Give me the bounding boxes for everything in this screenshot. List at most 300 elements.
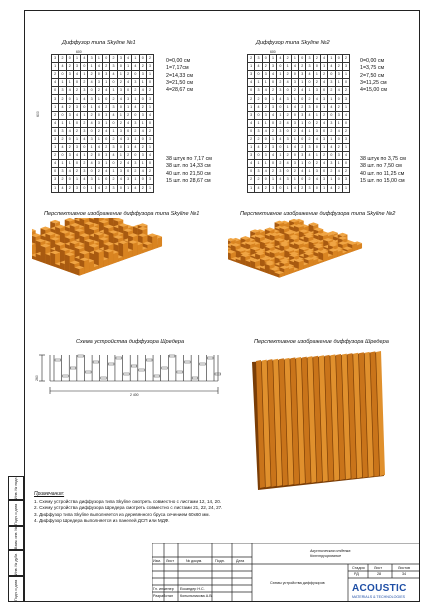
grid-cell: 0 (73, 79, 80, 87)
grid-cell: 2 (110, 95, 117, 103)
grid-cell: 1 (269, 95, 276, 103)
grid-cell: 4 (306, 152, 313, 160)
grid-cell: 1 (306, 87, 313, 95)
skyline2-legend (360, 58, 387, 94)
stamp-header-cell: № докум. (186, 559, 203, 563)
schroeder-perspective-title: Перспективное изображение диффузора Шредера (254, 339, 389, 345)
grid-cell: 2 (248, 95, 255, 103)
notes-block (34, 491, 222, 524)
grid-cell: 3 (52, 135, 59, 143)
grid-cell: 0 (255, 152, 262, 160)
skyline2-width-dim: 600 (270, 50, 276, 54)
legend-item: 0=0,00 см (360, 58, 385, 64)
grid-cell: 4 (124, 160, 131, 168)
grid-cell: 1 (248, 63, 255, 71)
grid-cell: 3 (284, 95, 291, 103)
grid-cell: 2 (132, 168, 139, 176)
grid-row (52, 95, 154, 103)
grid-cell: 2 (52, 152, 59, 160)
grid-row (248, 103, 350, 111)
stamp-name: Ескандер Н.С. (180, 587, 205, 591)
grid-cell: 4 (291, 144, 298, 152)
grid-cell: 3 (320, 135, 327, 143)
grid-cell: 1 (277, 71, 284, 79)
grid-cell: 3 (88, 176, 95, 184)
grid-cell: 1 (342, 103, 349, 111)
grid-cell: 2 (335, 184, 342, 192)
grid-cell: 4 (313, 135, 320, 143)
grid-cell: 4 (132, 103, 139, 111)
grid-cell: 3 (291, 160, 298, 168)
grid-row (248, 135, 350, 143)
side-cell-label: Подп. и дата (14, 503, 18, 525)
grid-cell: 4 (132, 144, 139, 152)
grid-cell: 3 (117, 168, 124, 176)
grid-cell: 2 (299, 63, 306, 71)
grid-cell: 3 (248, 152, 255, 160)
grid-row (248, 111, 350, 119)
skyline2-perspective-image (228, 218, 408, 298)
grid-cell: 4 (110, 111, 117, 119)
grid-cell: 1 (320, 144, 327, 152)
grid-cell: 4 (299, 168, 306, 176)
project-title: Акустическая отделка (310, 549, 351, 553)
schroeder-well-bottom (124, 373, 130, 375)
grid-cell: 0 (117, 63, 124, 71)
skyline2-counts (360, 156, 406, 185)
grid-cell: 1 (146, 71, 153, 79)
grid-cell: 2 (66, 103, 73, 111)
note-item: 3. Диффузор типа Skyline выполняется из деревянного бруса сечением 60х60 мм. (34, 511, 210, 517)
grid-cell: 2 (59, 135, 66, 143)
grid-cell: 3 (59, 168, 66, 176)
grid-cell: 0 (277, 184, 284, 192)
schroeder-well-bottom (78, 355, 84, 357)
grid-cell: 0 (248, 87, 255, 95)
grid-cell: 0 (59, 152, 66, 160)
grid-cell: 1 (132, 135, 139, 143)
grid-cell: 0 (269, 160, 276, 168)
grid-cell: 3 (328, 160, 335, 168)
grid-cell: 1 (335, 160, 342, 168)
grid-cell: 3 (342, 135, 349, 143)
grid-cell: 4 (124, 79, 131, 87)
grid-cell: 1 (248, 103, 255, 111)
grid-cell: 2 (81, 79, 88, 87)
grid-cell: 3 (132, 160, 139, 168)
grid-cell: 2 (59, 95, 66, 103)
grid-cell: 1 (299, 119, 306, 127)
grid-cell: 4 (284, 119, 291, 127)
grid-cell: 0 (320, 87, 327, 95)
grid-cell: 3 (342, 95, 349, 103)
grid-cell: 0 (59, 71, 66, 79)
grid-cell: 0 (95, 152, 102, 160)
skyline2-perspective-title: Перспективное изображение диффузора типа Skyline №2 (240, 211, 396, 217)
grid-cell: 0 (81, 184, 88, 192)
grid-cell: 3 (342, 176, 349, 184)
skyline1-counts (166, 156, 212, 185)
grid-cell: 1 (81, 111, 88, 119)
grid-cell: 1 (110, 168, 117, 176)
grid-cell: 4 (139, 168, 146, 176)
grid-cell: 1 (299, 160, 306, 168)
grid-cell: 4 (269, 152, 276, 160)
grid-cell: 3 (59, 87, 66, 95)
grid-cell: 1 (320, 103, 327, 111)
grid-cell: 0 (73, 119, 80, 127)
grid-cell: 3 (306, 55, 313, 63)
grid-cell: 1 (146, 184, 153, 192)
grid-cell: 2 (284, 71, 291, 79)
grid-cell: 3 (139, 152, 146, 160)
grid-cell: 4 (306, 111, 313, 119)
grid-cell: 0 (342, 119, 349, 127)
schroeder-scheme-drawing (32, 347, 228, 399)
grid-cell: 3 (255, 87, 262, 95)
grid-cell: 3 (95, 160, 102, 168)
grid-cell: 3 (95, 119, 102, 127)
grid-cell: 3 (73, 103, 80, 111)
grid-row (248, 152, 350, 160)
grid-cell: 3 (124, 135, 131, 143)
grid-cell: 3 (313, 127, 320, 135)
grid-cell: 0 (291, 111, 298, 119)
side-cell (8, 526, 24, 550)
grid-row (52, 71, 154, 79)
grid-cell: 1 (81, 152, 88, 160)
grid-cell: 2 (59, 55, 66, 63)
grid-cell: 3 (284, 176, 291, 184)
grid-cell: 2 (73, 127, 80, 135)
grid-cell: 2 (299, 184, 306, 192)
grid-cell: 3 (117, 55, 124, 63)
grid-cell: 0 (335, 135, 342, 143)
grid-cell: 2 (73, 168, 80, 176)
stage-value: РД (354, 572, 359, 576)
grid-cell: 3 (52, 55, 59, 63)
grid-cell: 2 (269, 127, 276, 135)
schroeder-well-bottom (146, 359, 152, 361)
grid-cell: 3 (299, 71, 306, 79)
schroeder-well-bottom (177, 371, 183, 373)
grid-cell: 0 (139, 95, 146, 103)
grid-cell: 2 (146, 55, 153, 63)
grid-cell: 1 (269, 55, 276, 63)
grid-cell: 4 (284, 160, 291, 168)
grid-cell: 1 (73, 95, 80, 103)
grid-cell: 3 (248, 111, 255, 119)
grid-cell: 1 (59, 119, 66, 127)
grid-cell: 4 (73, 152, 80, 160)
grid-row (248, 55, 350, 63)
grid-cell: 4 (73, 111, 80, 119)
schroeder-well-bottom (139, 369, 145, 371)
grid-cell: 0 (313, 103, 320, 111)
grid-cell: 0 (335, 55, 342, 63)
grid-cell: 1 (73, 135, 80, 143)
grid-cell: 2 (262, 103, 269, 111)
grid-cell: 3 (291, 79, 298, 87)
grid-cell: 1 (248, 184, 255, 192)
schroeder-well-bottom (55, 359, 61, 361)
grid-cell: 0 (117, 144, 124, 152)
grid-cell: 4 (342, 111, 349, 119)
grid-cell: 2 (335, 63, 342, 71)
grid-row (248, 63, 350, 71)
side-cell (8, 500, 24, 526)
grid-cell: 4 (81, 176, 88, 184)
grid-cell: 3 (52, 176, 59, 184)
grid-cell: 1 (132, 176, 139, 184)
grid-cell: 3 (52, 95, 59, 103)
grid-cell: 1 (269, 135, 276, 143)
grid-cell: 4 (248, 119, 255, 127)
grid-cell: 3 (277, 168, 284, 176)
grid-cell: 1 (66, 119, 73, 127)
grid-cell: 2 (124, 71, 131, 79)
schroeder-well-bottom (162, 367, 168, 369)
grid-cell: 3 (277, 87, 284, 95)
grid-cell: 2 (73, 87, 80, 95)
grid-cell: 2 (103, 144, 110, 152)
grid-cell: 1 (342, 144, 349, 152)
grid-cell: 0 (52, 87, 59, 95)
schroeder-height-dim: 260 (34, 375, 39, 381)
grid-cell: 2 (103, 184, 110, 192)
grid-cell: 3 (146, 95, 153, 103)
grid-cell: 1 (255, 119, 262, 127)
sheet-label: Лист (374, 566, 383, 570)
grid-cell: 3 (291, 119, 298, 127)
grid-cell: 0 (117, 103, 124, 111)
side-cell-label: Инв. № подл. (14, 476, 18, 499)
grid-cell: 0 (66, 95, 73, 103)
stamp-header-cell: Дата (236, 559, 245, 563)
grid-cell: 4 (255, 63, 262, 71)
grid-cell: 3 (335, 71, 342, 79)
grid-cell: 1 (313, 152, 320, 160)
grid-cell: 4 (95, 103, 102, 111)
grid-cell: 1 (306, 127, 313, 135)
grid-cell: 0 (306, 119, 313, 127)
grid-cell: 4 (248, 160, 255, 168)
grid-cell: 3 (73, 144, 80, 152)
grid-cell: 1 (73, 176, 80, 184)
grid-cell: 1 (88, 144, 95, 152)
note-item: 2. Схему устройства диффузора Шредера смотреть совместно с листами 21, 22, 24, 27. (34, 505, 223, 511)
grid-cell: 1 (313, 111, 320, 119)
side-cell (8, 550, 24, 576)
sheet-title: Схемы устройства диффузоров (270, 581, 325, 585)
grid-cell: 3 (81, 168, 88, 176)
grid-cell: 3 (269, 63, 276, 71)
grid-cell: 2 (328, 168, 335, 176)
grid-cell: 0 (255, 71, 262, 79)
grid-cell: 4 (313, 176, 320, 184)
grid-cell: 4 (88, 119, 95, 127)
grid-cell: 2 (59, 176, 66, 184)
legend-item: 1=3,75 см (360, 65, 385, 72)
grid-cell: 1 (139, 119, 146, 127)
grid-cell: 4 (146, 152, 153, 160)
grid-cell: 1 (88, 103, 95, 111)
stage-label: Стадия (352, 566, 365, 570)
grid-cell: 0 (95, 111, 102, 119)
schroeder-well-bottom (101, 377, 107, 379)
grid-cell: 0 (248, 127, 255, 135)
legend-item: 1=7,17см (166, 65, 189, 72)
schroeder-well-bottom (63, 375, 69, 377)
skyline1-height-dim: 600 (35, 111, 40, 117)
stamp-header-cell: Подп. (215, 559, 225, 563)
schroeder-perspective-image (248, 350, 388, 490)
grid-row (248, 184, 350, 192)
grid-cell: 0 (284, 168, 291, 176)
grid-cell: 4 (95, 63, 102, 71)
grid-cell: 1 (73, 55, 80, 63)
grid-row (248, 87, 350, 95)
grid-cell: 3 (146, 176, 153, 184)
grid-cell: 1 (146, 103, 153, 111)
grid-cell: 3 (306, 63, 313, 71)
grid-cell: 0 (110, 119, 117, 127)
grid-cell: 4 (320, 79, 327, 87)
grid-cell: 2 (335, 103, 342, 111)
grid-cell: 4 (299, 87, 306, 95)
count-item: 38 шт. по 7,50 см (360, 163, 402, 170)
grid-cell: 0 (299, 55, 306, 63)
grid-cell: 1 (132, 55, 139, 63)
count-item: 15 шт. по 28,67 см (166, 177, 211, 184)
grid-cell: 3 (73, 184, 80, 192)
grid-cell: 2 (124, 111, 131, 119)
grid-cell: 1 (277, 152, 284, 160)
grid-row (248, 160, 350, 168)
grid-cell: 4 (342, 152, 349, 160)
perspective-block (75, 266, 85, 276)
grid-cell: 1 (110, 87, 117, 95)
grid-cell: 3 (299, 152, 306, 160)
grid-cell: 4 (139, 127, 146, 135)
grid-cell: 2 (328, 87, 335, 95)
grid-cell: 2 (248, 176, 255, 184)
grid-cell: 0 (103, 176, 110, 184)
grid-cell: 3 (269, 184, 276, 192)
grid-cell: 0 (132, 152, 139, 160)
grid-cell: 0 (139, 135, 146, 143)
grid-cell: 4 (291, 103, 298, 111)
grid-cell: 2 (306, 176, 313, 184)
grid-cell: 1 (306, 168, 313, 176)
grid-cell: 1 (88, 184, 95, 192)
schroeder-well-bottom (169, 355, 175, 357)
grid-cell: 3 (124, 176, 131, 184)
sheets-value: 34 (402, 572, 407, 576)
grid-cell: 2 (117, 79, 124, 87)
grid-row (52, 144, 154, 152)
grid-cell: 1 (139, 160, 146, 168)
side-cell-label: Подп. и дата (14, 579, 18, 601)
grid-cell: 1 (95, 135, 102, 143)
grid-cell: 4 (132, 63, 139, 71)
grid-cell: 3 (269, 144, 276, 152)
grid-cell: 3 (328, 79, 335, 87)
grid-cell: 3 (59, 127, 66, 135)
grid-cell: 3 (66, 71, 73, 79)
grid-cell: 2 (262, 184, 269, 192)
grid-cell: 2 (313, 160, 320, 168)
grid-cell: 3 (124, 95, 131, 103)
grid-cell: 4 (88, 160, 95, 168)
grid-cell: 3 (255, 55, 262, 63)
grid-cell: 2 (52, 71, 59, 79)
grid-cell: 2 (342, 87, 349, 95)
grid-cell: 4 (66, 127, 73, 135)
schroeder-well-bottom (85, 371, 91, 373)
grid-cell: 4 (262, 127, 269, 135)
grid-cell: 1 (320, 63, 327, 71)
grid-cell: 4 (124, 119, 131, 127)
grid-cell: 1 (95, 55, 102, 63)
grid-row (248, 119, 350, 127)
grid-cell: 1 (117, 71, 124, 79)
grid-cell: 3 (335, 111, 342, 119)
grid-cell: 0 (262, 176, 269, 184)
grid-cell: 1 (103, 119, 110, 127)
grid-cell: 4 (81, 95, 88, 103)
grid-cell: 4 (146, 111, 153, 119)
grid-cell: 1 (81, 71, 88, 79)
grid-cell: 1 (335, 79, 342, 87)
grid-cell: 2 (313, 79, 320, 87)
grid-cell: 1 (291, 55, 298, 63)
legend-item: 2=7,50 см (360, 72, 385, 79)
grid-cell: 3 (110, 63, 117, 71)
grid-cell: 3 (81, 87, 88, 95)
grid-cell: 2 (88, 71, 95, 79)
grid-cell: 2 (262, 144, 269, 152)
skyline2-grid (247, 54, 350, 193)
grid-row (52, 168, 154, 176)
grid-cell: 4 (66, 87, 73, 95)
note-item: 1. Схему устройства диффузора типа Skyline смотреть совместно с листами 12, 14, 20. (34, 499, 222, 505)
grid-cell: 1 (284, 63, 291, 71)
grid-cell: 4 (284, 79, 291, 87)
grid-cell: 2 (342, 127, 349, 135)
grid-cell: 2 (313, 119, 320, 127)
grid-cell: 1 (88, 63, 95, 71)
side-registration-strip (8, 476, 24, 602)
side-cell (8, 476, 24, 500)
grid-cell: 1 (95, 176, 102, 184)
grid-cell: 4 (328, 63, 335, 71)
grid-cell: 4 (117, 135, 124, 143)
grid-cell: 0 (342, 160, 349, 168)
grid-cell: 3 (110, 184, 117, 192)
grid-row (52, 79, 154, 87)
grid-cell: 3 (277, 127, 284, 135)
grid-cell: 1 (117, 152, 124, 160)
grid-cell: 4 (52, 79, 59, 87)
grid-cell: 1 (255, 160, 262, 168)
skyline1-legend (166, 58, 193, 94)
legend-item: 2=14,33 см (166, 72, 194, 79)
grid-cell: 1 (139, 79, 146, 87)
grid-cell: 1 (103, 160, 110, 168)
grid-cell: 2 (103, 63, 110, 71)
grid-cell: 0 (299, 95, 306, 103)
